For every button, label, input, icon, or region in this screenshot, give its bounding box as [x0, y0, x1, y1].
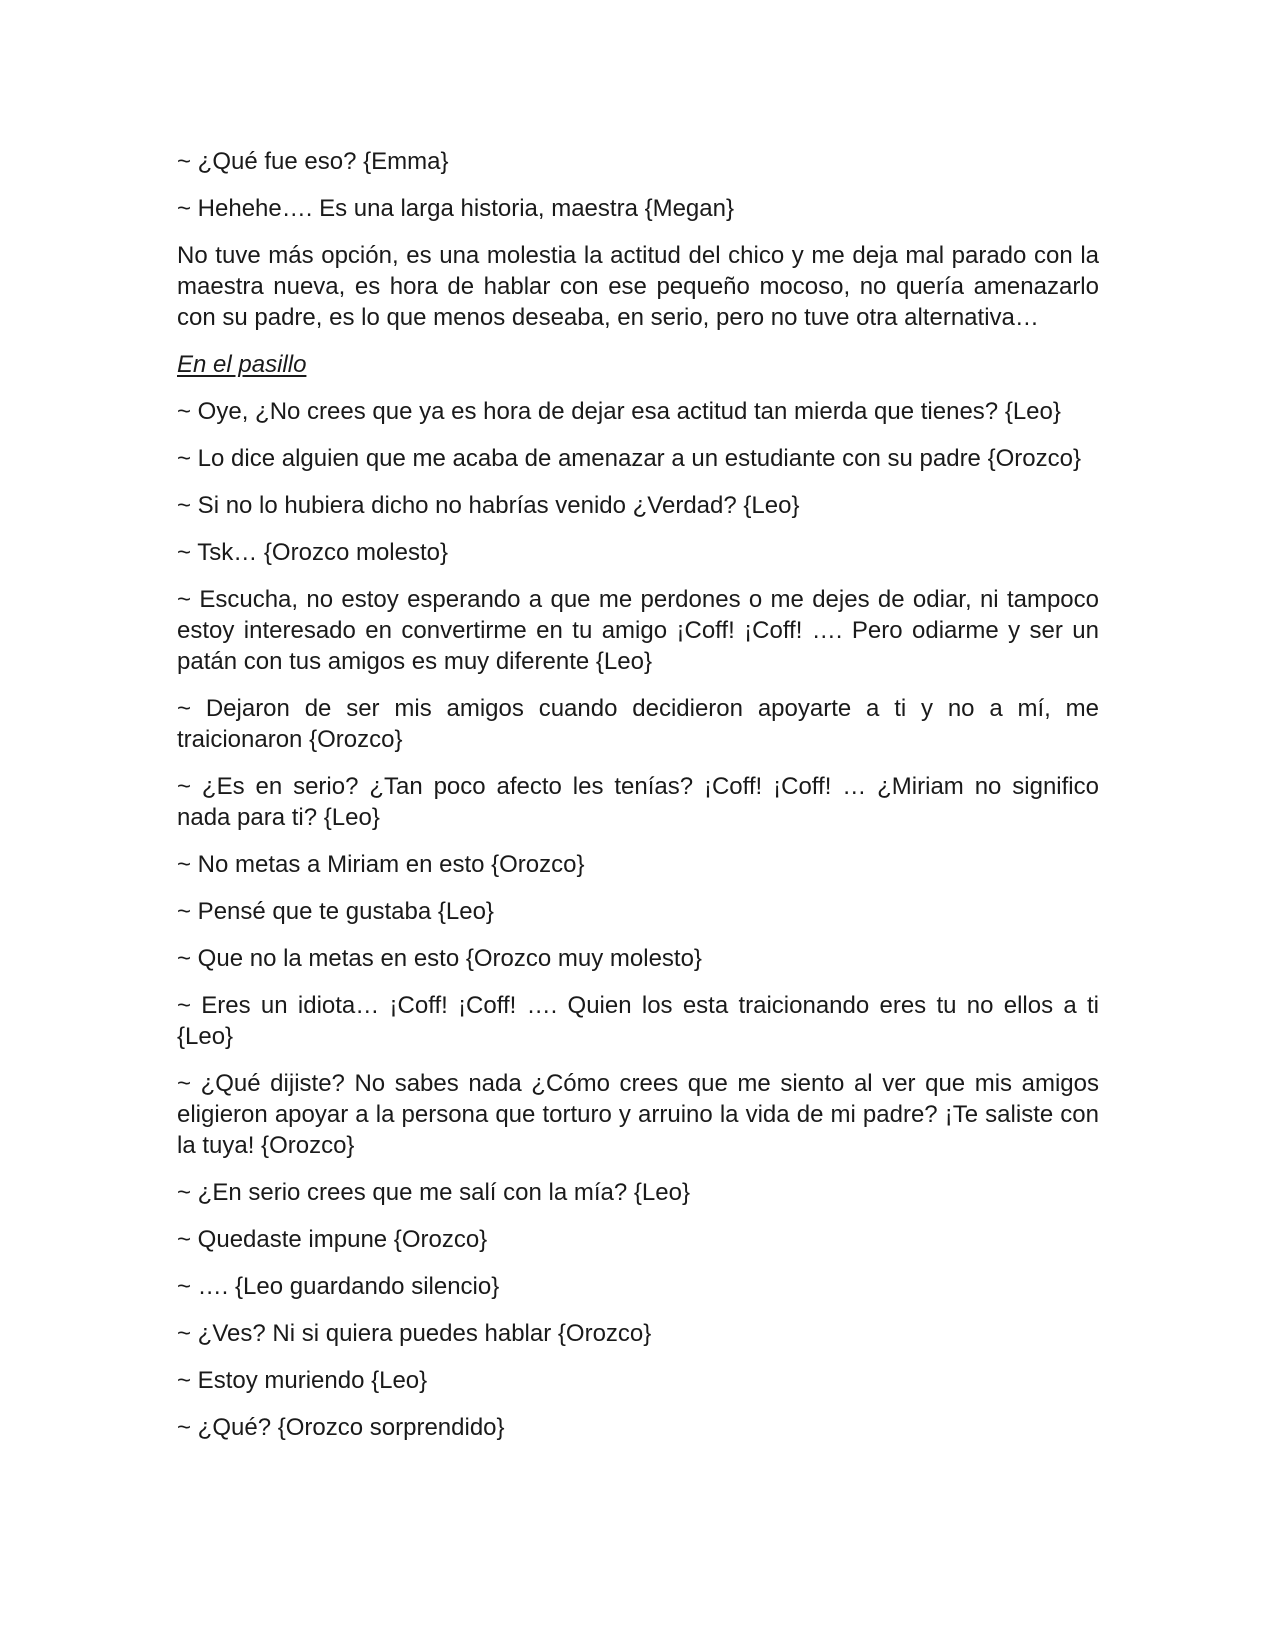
narration-paragraph: No tuve más opción, es una molestia la actitud del chico y me deja mal parado con la maestra nueva, es hora de hablar con ese pequeño mocoso, no quería amenazarlo con su padre, es lo que menos deseaba, en serio, pero no tuve otra alternativa…: [177, 242, 1099, 331]
dialogue-line: ~ ¿Ves? Ni si quiera puedes hablar {Orozco}: [177, 1320, 652, 1347]
dialogue-line: ~ Estoy muriendo {Leo}: [177, 1367, 428, 1394]
dialogue-line: ~ …. {Leo guardando silencio}: [177, 1273, 500, 1300]
document-page: [177, 146, 1099, 1459]
dialogue-line: ~ ¿Es en serio? ¿Tan poco afecto les tenías? ¡Coff! ¡Coff! … ¿Miriam no significo nada para ti? {Leo}: [177, 773, 1099, 831]
dialogue-line: ~ Dejaron de ser mis amigos cuando decidieron apoyarte a ti y no a mí, me traicionaron {Orozco}: [177, 695, 1099, 753]
dialogue-line: ~ ¿Qué fue eso? {Emma}: [177, 148, 449, 175]
dialogue-line: ~ Escucha, no estoy esperando a que me perdones o me dejes de odiar, ni tampoco estoy interesado en convertirme en tu amigo ¡Coff! ¡Coff! …. Pero odiarme y ser un patán con tus amigos es muy diferente {Leo}: [177, 586, 1099, 675]
dialogue-line: ~ Que no la metas en esto {Orozco muy molesto}: [177, 945, 702, 972]
dialogue-line: ~ Eres un idiota… ¡Coff! ¡Coff! …. Quien los esta traicionando eres tu no ellos a ti {Leo}: [177, 992, 1099, 1050]
dialogue-line: ~ Oye, ¿No crees que ya es hora de dejar esa actitud tan mierda que tienes? {Leo}: [177, 398, 1061, 425]
dialogue-line: ~ Tsk… {Orozco molesto}: [177, 539, 449, 566]
dialogue-line: ~ No metas a Miriam en esto {Orozco}: [177, 851, 585, 878]
scene-heading: En el pasillo: [177, 351, 307, 378]
dialogue-line: ~ Quedaste impune {Orozco}: [177, 1226, 488, 1253]
dialogue-line: ~ ¿Qué? {Orozco sorprendido}: [177, 1414, 505, 1441]
dialogue-line: ~ Hehehe…. Es una larga historia, maestra {Megan}: [177, 195, 734, 222]
dialogue-line: ~ ¿En serio crees que me salí con la mía? {Leo}: [177, 1179, 690, 1206]
dialogue-line: ~ Pensé que te gustaba {Leo}: [177, 898, 494, 925]
dialogue-line: ~ Si no lo hubiera dicho no habrías venido ¿Verdad? {Leo}: [177, 492, 800, 519]
dialogue-line: ~ Lo dice alguien que me acaba de amenazar a un estudiante con su padre {Orozco}: [177, 445, 1081, 472]
dialogue-line: ~ ¿Qué dijiste? No sabes nada ¿Cómo crees que me siento al ver que mis amigos eligieron apoyar a la persona que torturo y arruino la vida de mi padre? ¡Te saliste con la tuya! {Orozco}: [177, 1070, 1099, 1159]
